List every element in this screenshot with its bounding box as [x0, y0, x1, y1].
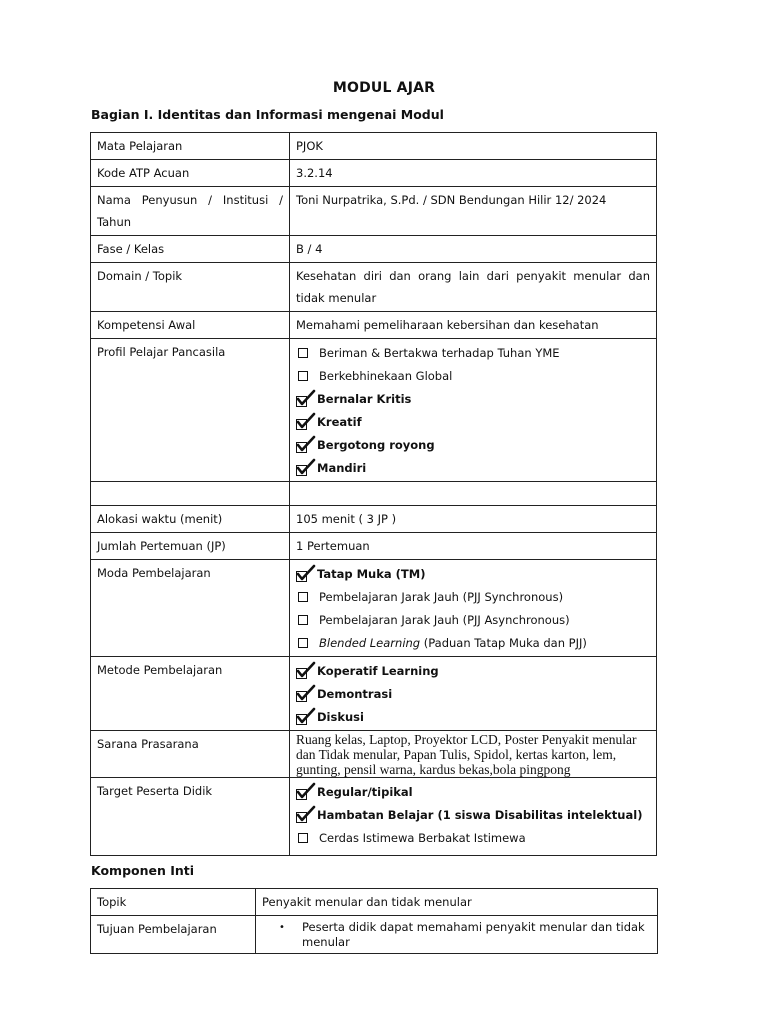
checkbox-empty-icon — [298, 348, 308, 358]
option-item: Bergotong royong — [292, 433, 650, 456]
label-cell: Profil Pelajar Pancasila — [91, 339, 290, 482]
option-item: Mandiri — [292, 456, 650, 479]
checkbox-checked-icon — [296, 437, 314, 453]
label-cell: Target Peserta Didik — [91, 778, 290, 856]
label-cell: Sarana Prasarana — [91, 731, 290, 778]
value-cell: 105 menit ( 3 JP ) — [290, 506, 657, 533]
empty-cell — [91, 482, 290, 506]
table-row — [91, 339, 657, 482]
option-item: Pembelajaran Jarak Jauh (PJJ Asynchronous) — [292, 608, 650, 631]
value-cell: PJOK — [290, 133, 657, 160]
label-cell: Fase / Kelas — [91, 236, 290, 263]
checkbox-checked-icon — [296, 391, 314, 407]
table-row — [91, 160, 657, 187]
option-item: Blended Learning (Paduan Tatap Muka dan PJJ) — [292, 631, 650, 654]
checkbox-checked-icon — [296, 784, 314, 800]
empty-cell — [290, 482, 657, 506]
table-row-empty — [91, 482, 657, 506]
value-cell: Kesehatan diri dan orang lain dari penyakit menular dan tidak menular — [290, 263, 657, 312]
value-cell: Memahami pemeliharaan kebersihan dan kesehatan — [290, 312, 657, 339]
option-item: Bernalar Kritis — [292, 387, 650, 410]
option-item: Cerdas Istimewa Berbakat Istimewa — [292, 826, 650, 849]
option-item: Beriman & Bertakwa terhadap Tuhan YME — [292, 341, 650, 364]
target-options — [290, 778, 657, 856]
document-title: MODUL AJAR — [332, 80, 436, 96]
checkbox-empty-icon — [298, 833, 308, 843]
checkbox-checked-icon — [296, 807, 314, 823]
checkbox-checked-icon — [296, 663, 314, 679]
table-row — [91, 133, 657, 160]
option-item: Diskusi — [292, 705, 650, 728]
value-cell: 1 Pertemuan — [290, 533, 657, 560]
table-row — [91, 731, 657, 778]
checkbox-empty-icon — [298, 592, 308, 602]
table-row — [91, 187, 657, 236]
label-cell: Topik — [91, 889, 256, 916]
value-cell: Penyakit menular dan tidak menular — [256, 889, 658, 916]
label-cell: Domain / Topik — [91, 263, 290, 312]
option-item: Demontrasi — [292, 682, 650, 705]
identity-table — [90, 132, 657, 856]
table-row — [91, 236, 657, 263]
value-cell — [256, 916, 658, 954]
checkbox-empty-icon — [298, 615, 308, 625]
value-cell: 3.2.14 — [290, 160, 657, 187]
table-row — [91, 889, 658, 916]
table-row — [91, 657, 657, 731]
checkbox-empty-icon — [298, 638, 308, 648]
checkbox-checked-icon — [296, 686, 314, 702]
profil-options — [290, 339, 657, 482]
table-row — [91, 916, 658, 954]
label-cell: Nama Penyusun / Institusi / Tahun — [91, 187, 290, 236]
value-cell: Toni Nurpatrika, S.Pd. / SDN Bendungan Hilir 12/ 2024 — [290, 187, 657, 236]
option-item: Pembelajaran Jarak Jauh (PJJ Synchronous) — [292, 585, 650, 608]
checkbox-checked-icon — [296, 566, 314, 582]
label-cell: Mata Pelajaran — [91, 133, 290, 160]
checkbox-empty-icon — [298, 371, 308, 381]
value-cell: B / 4 — [290, 236, 657, 263]
section-heading-komponen-inti: Komponen Inti — [91, 863, 195, 878]
table-row — [91, 533, 657, 560]
label-cell: Alokasi waktu (menit) — [91, 506, 290, 533]
option-item: Hambatan Belajar (1 siswa Disabilitas intelektual) — [292, 803, 650, 826]
core-component-table — [90, 888, 658, 954]
label-cell: Metode Pembelajaran — [91, 657, 290, 731]
label-cell: Jumlah Pertemuan (JP) — [91, 533, 290, 560]
table-row — [91, 778, 657, 856]
label-cell: Moda Pembelajaran — [91, 560, 290, 657]
moda-options — [290, 560, 657, 657]
checkbox-checked-icon — [296, 414, 314, 430]
list-item: • Peserta didik dapat memahami penyakit menular dan tidak menular — [262, 917, 651, 950]
checkbox-checked-icon — [296, 460, 314, 476]
label-cell: Kode ATP Acuan — [91, 160, 290, 187]
table-row — [91, 560, 657, 657]
label-cell: Kompetensi Awal — [91, 312, 290, 339]
bullet-icon: • — [279, 922, 285, 933]
option-item: Regular/tipikal — [292, 780, 650, 803]
table-row — [91, 312, 657, 339]
metode-options — [290, 657, 657, 731]
table-row — [91, 263, 657, 312]
option-item: Koperatif Learning — [292, 659, 650, 682]
label-cell: Tujuan Pembelajaran — [91, 916, 256, 954]
checkbox-checked-icon — [296, 709, 314, 725]
option-item: Berkebhinekaan Global — [292, 364, 650, 387]
value-cell: Ruang kelas, Laptop, Proyektor LCD, Poster Penyakit menular dan Tidak menular, Papan Tulis, Spidol, kertas karton, lem, gunting, pensil warna, kardus bekas,bola pingpong — [290, 731, 657, 778]
section-heading-identitas: Bagian I. Identitas dan Informasi mengenai Modul — [91, 107, 444, 122]
option-item: Kreatif — [292, 410, 650, 433]
table-row — [91, 506, 657, 533]
option-item: Tatap Muka (TM) — [292, 562, 650, 585]
